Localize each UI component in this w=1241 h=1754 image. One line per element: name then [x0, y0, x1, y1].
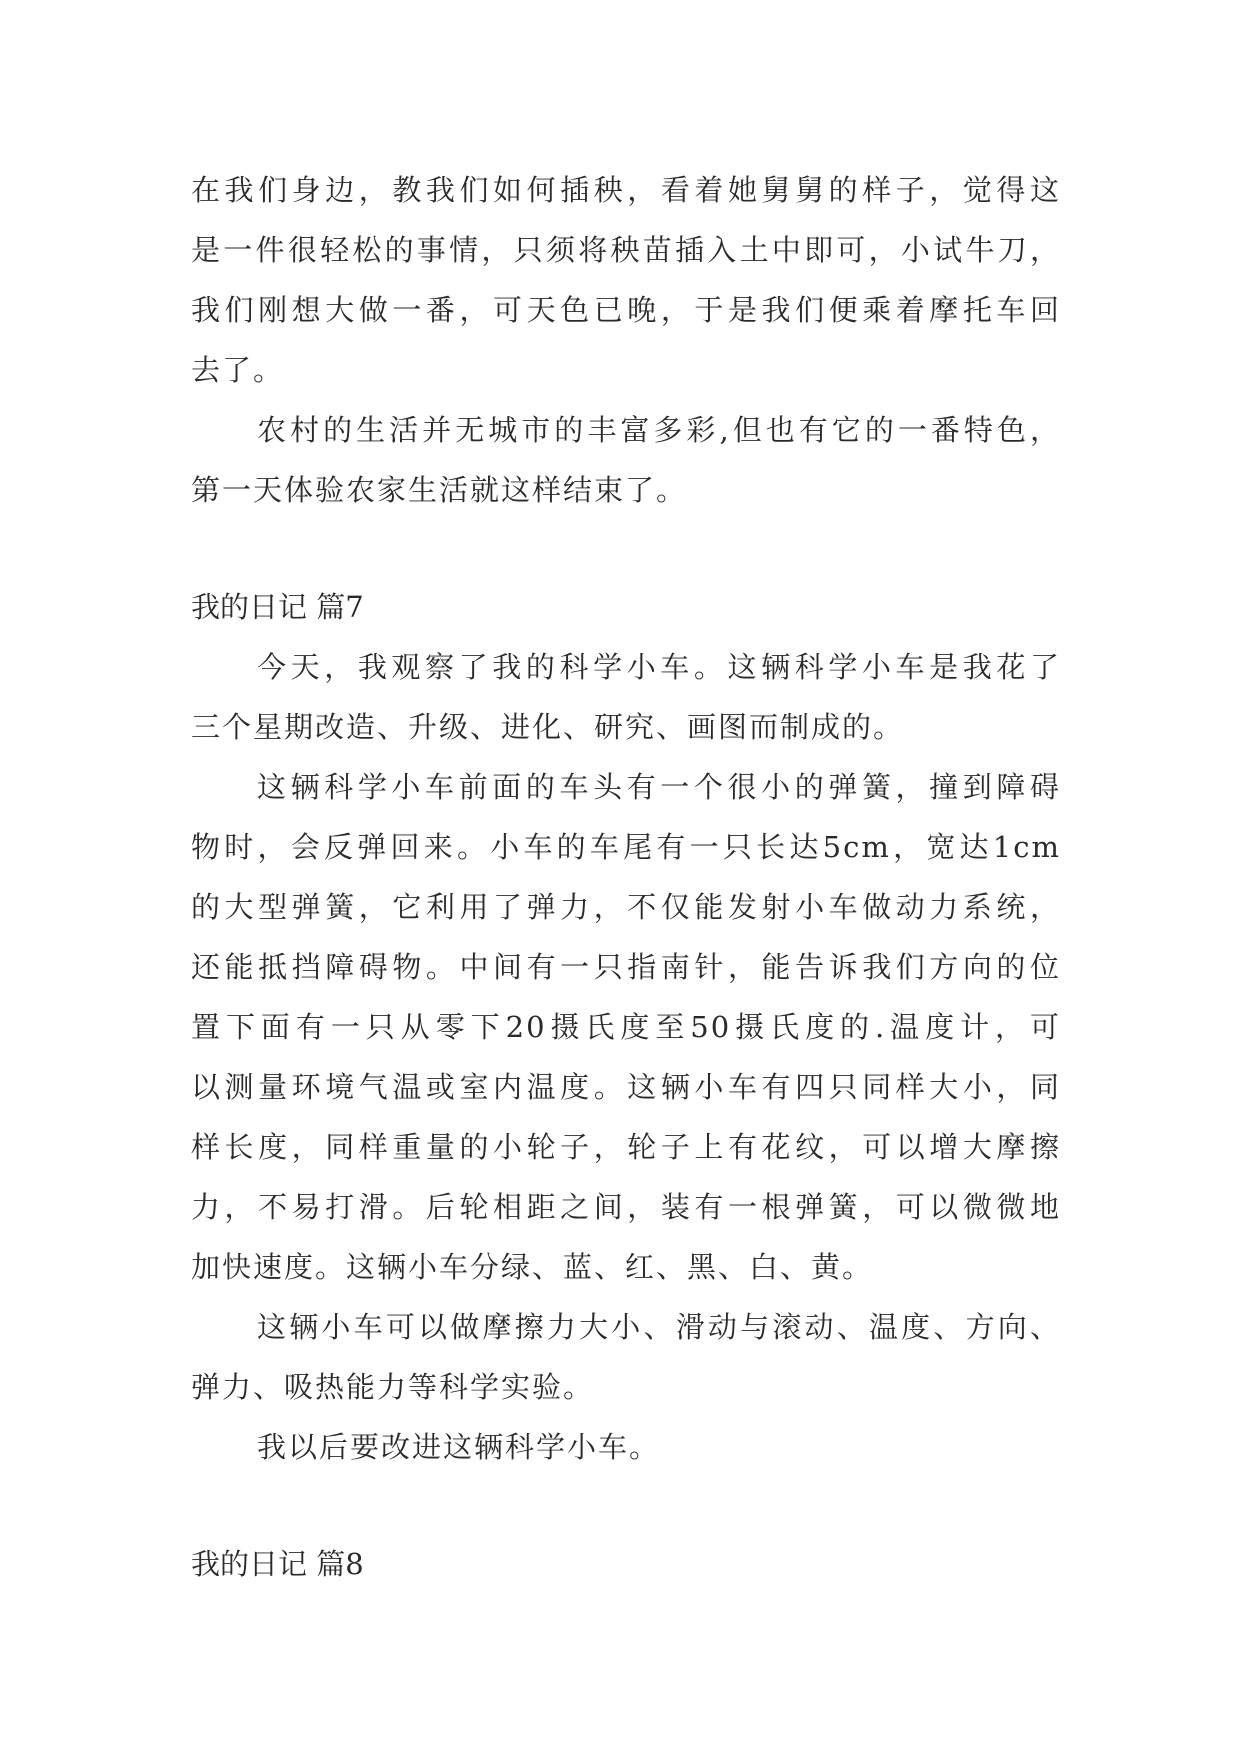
text-line: 农村的生活并无城市的丰富多彩,但也有它的一番特色，	[257, 413, 1061, 447]
section-8	[191, 1534, 1061, 1594]
document-page	[191, 160, 1061, 1594]
text-line: 三个星期改造、升级、进化、研究、画图而制成的。	[191, 710, 905, 744]
text-line: 弹力、吸热能力等科学实验。	[191, 1370, 595, 1404]
text-line: 这辆小车可以做摩擦力大小、滑动与滚动、温度、方向、	[257, 1310, 1061, 1344]
paragraph	[191, 637, 1061, 757]
text-line: 力，不易打滑。后轮相距之间，装有一根弹簧，可以微微地	[191, 1190, 1061, 1224]
section-title: 我的日记 篇7	[191, 590, 364, 624]
paragraph	[191, 1297, 1061, 1417]
text-line: 以测量环境气温或室内温度。这辆小车有四只同样大小，同	[191, 1070, 1061, 1104]
section-gap	[191, 1477, 1061, 1534]
paragraph-closing	[191, 400, 1061, 520]
text-line: 置下面有一只从零下20摄氏度至50摄氏度的.温度计，可	[191, 1010, 1061, 1044]
section-title: 我的日记 篇8	[191, 1547, 364, 1581]
text-line: 去了。	[191, 353, 285, 387]
text-line: 我们刚想大做一番，可天色已晚，于是我们便乘着摩托车回	[191, 293, 1061, 327]
text-line: 今天，我观察了我的科学小车。这辆科学小车是我花了	[257, 650, 1061, 684]
text-line: 样长度，同样重量的小轮子，轮子上有花纹，可以增大摩擦	[191, 1130, 1061, 1164]
text-line: 是一件很轻松的事情，只须将秧苗插入土中即可，小试牛刀，	[191, 233, 1061, 267]
paragraph-continuation	[191, 160, 1061, 400]
text-line: 的大型弹簧，它利用了弹力，不仅能发射小车做动力系统，	[191, 890, 1061, 924]
text-line: 我以后要改进这辆科学小车。	[257, 1430, 661, 1464]
text-line: 还能抵挡障碍物。中间有一只指南针，能告诉我们方向的位	[191, 950, 1061, 984]
paragraph	[191, 1417, 1061, 1477]
text-line: 第一天体验农家生活就这样结束了。	[191, 473, 688, 507]
text-line: 在我们身边，教我们如何插秧，看着她舅舅的样子，觉得这	[191, 173, 1061, 207]
text-line: 加快速度。这辆小车分绿、蓝、红、黑、白、黄。	[191, 1250, 874, 1284]
section-gap	[191, 520, 1061, 577]
paragraph	[191, 757, 1061, 1297]
text-line: 这辆科学小车前面的车头有一个很小的弹簧，撞到障碍	[257, 770, 1061, 804]
text-line: 物时，会反弹回来。小车的车尾有一只长达5cm，宽达1cm	[191, 830, 1061, 864]
section-7	[191, 577, 1061, 1477]
